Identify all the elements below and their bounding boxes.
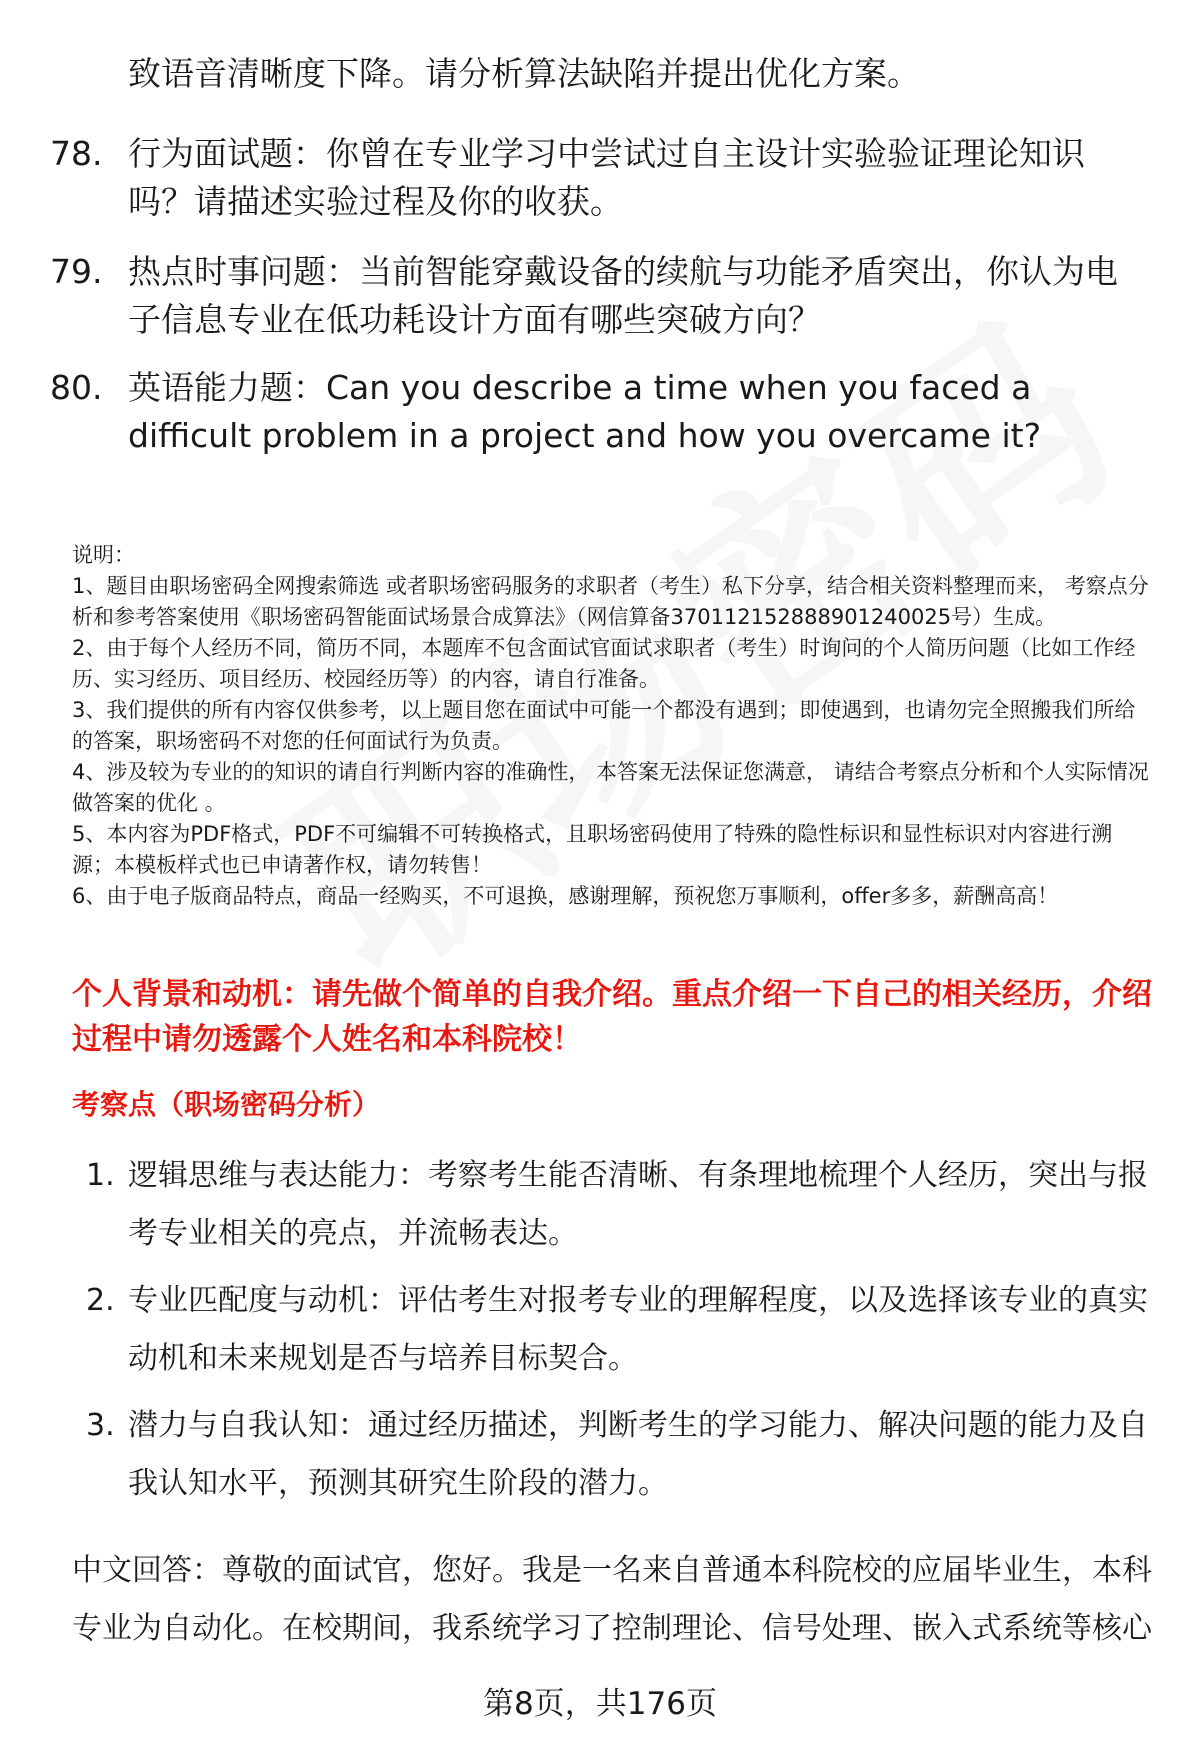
notes-title: 说明： — [72, 543, 135, 567]
note-item: 6、由于电子版商品特点，商品一经购买，不可退换，感谢理解，预祝您万事顺利，offer多多，薪酬高高！ — [72, 884, 1059, 908]
point-text: 潜力与自我认知：通过经历描述，判断考生的学习能力、解决问题的能力及自我认知水平，预测其研究生阶段的潜力。 — [128, 1408, 1148, 1501]
question-number: 79. — [50, 252, 103, 291]
point-text: 专业匹配度与动机：评估考生对报考专业的理解程度，以及选择该专业的真实动机和未来规划是否与培养目标契合。 — [128, 1283, 1148, 1376]
kaochadian-point — [80, 1397, 1150, 1513]
answer-section — [72, 1542, 1152, 1658]
kaochadian-heading: 考察点（职场密码分析） — [72, 1088, 381, 1121]
note-item: 5、本内容为PDF格式，PDF不可编辑不可转换格式，且职场密码使用了特殊的隐性标识和显性标识对内容进行溯源；本模板样式也已申请著作权，请勿转售！ — [72, 822, 1113, 877]
profile-question: 个人背景和动机：请先做个简单的自我介绍。重点介绍一下自己的相关经历，介绍过程中请勿透露个人姓名和本科院校！ — [72, 977, 1152, 1057]
note-item: 3、我们提供的所有内容仅供参考，以上题目您在面试中可能一个都没有遇到；即使遇到，也请勿完全照搬我们所给的答案，职场密码不对您的任何面试行为负责。 — [72, 698, 1136, 753]
point-number: 3. — [86, 1408, 115, 1443]
note-item: 2、由于每个人经历不同，简历不同，本题库不包含面试官面试求职者（考生）时询问的个人简历问题（比如工作经历、实习经历、项目经历、校园经历等）的内容，请自行准备。 — [72, 636, 1136, 691]
question-item — [50, 130, 1140, 226]
answer-text: 尊敬的面试官，您好。我是一名来自普通本科院校的应届毕业生，本科专业为自动化。在校期间，我系统学习了控制理论、信号处理、嵌入式系统等核心 — [72, 1553, 1152, 1646]
question-text: 英语能力题：Can you describe a time when you faced a difficult problem in a project and how you overcame it? — [128, 368, 1042, 455]
question-item — [50, 248, 1140, 344]
question-continuation: 致语音清晰度下降。请分析算法缺陷并提出优化方案。 — [128, 54, 920, 93]
point-number: 1. — [86, 1158, 115, 1193]
answer-label: 中文回答： — [72, 1553, 222, 1588]
point-text: 逻辑思维与表达能力：考察考生能否清晰、有条理地梳理个人经历，突出与报考专业相关的亮点，并流畅表达。 — [128, 1158, 1148, 1251]
question-item — [50, 364, 1140, 460]
kaochadian-point — [80, 1147, 1150, 1263]
kaochadian-point — [80, 1272, 1150, 1388]
question-number: 78. — [50, 134, 103, 173]
kaochadian-list — [80, 1147, 1150, 1522]
question-number: 80. — [50, 368, 103, 407]
page-footer: 第8页，共176页 — [483, 1686, 717, 1722]
note-item: 4、涉及较为专业的的知识的请自行判断内容的准确性， 本答案无法保证您满意， 请结合考察点分析和个人实际情况做答案的优化 。 — [72, 760, 1149, 815]
note-item: 1、题目由职场密码全网搜索筛选 或者职场密码服务的求职者（考生）私下分享，结合相关资料整理而来， 考察点分析和参考答案使用《职场密码智能面试场景合成算法》（网信算备370112152888901240025号）生成。 — [72, 574, 1149, 629]
notes-section — [72, 540, 1152, 912]
point-number: 2. — [86, 1283, 115, 1318]
question-text: 热点时事问题：当前智能穿戴设备的续航与功能矛盾突出，你认为电子信息专业在低功耗设计方面有哪些突破方向？ — [128, 252, 1118, 339]
question-text: 行为面试题：你曾在专业学习中尝试过自主设计实验验证理论知识吗？请描述实验过程及你的收获。 — [128, 134, 1085, 221]
